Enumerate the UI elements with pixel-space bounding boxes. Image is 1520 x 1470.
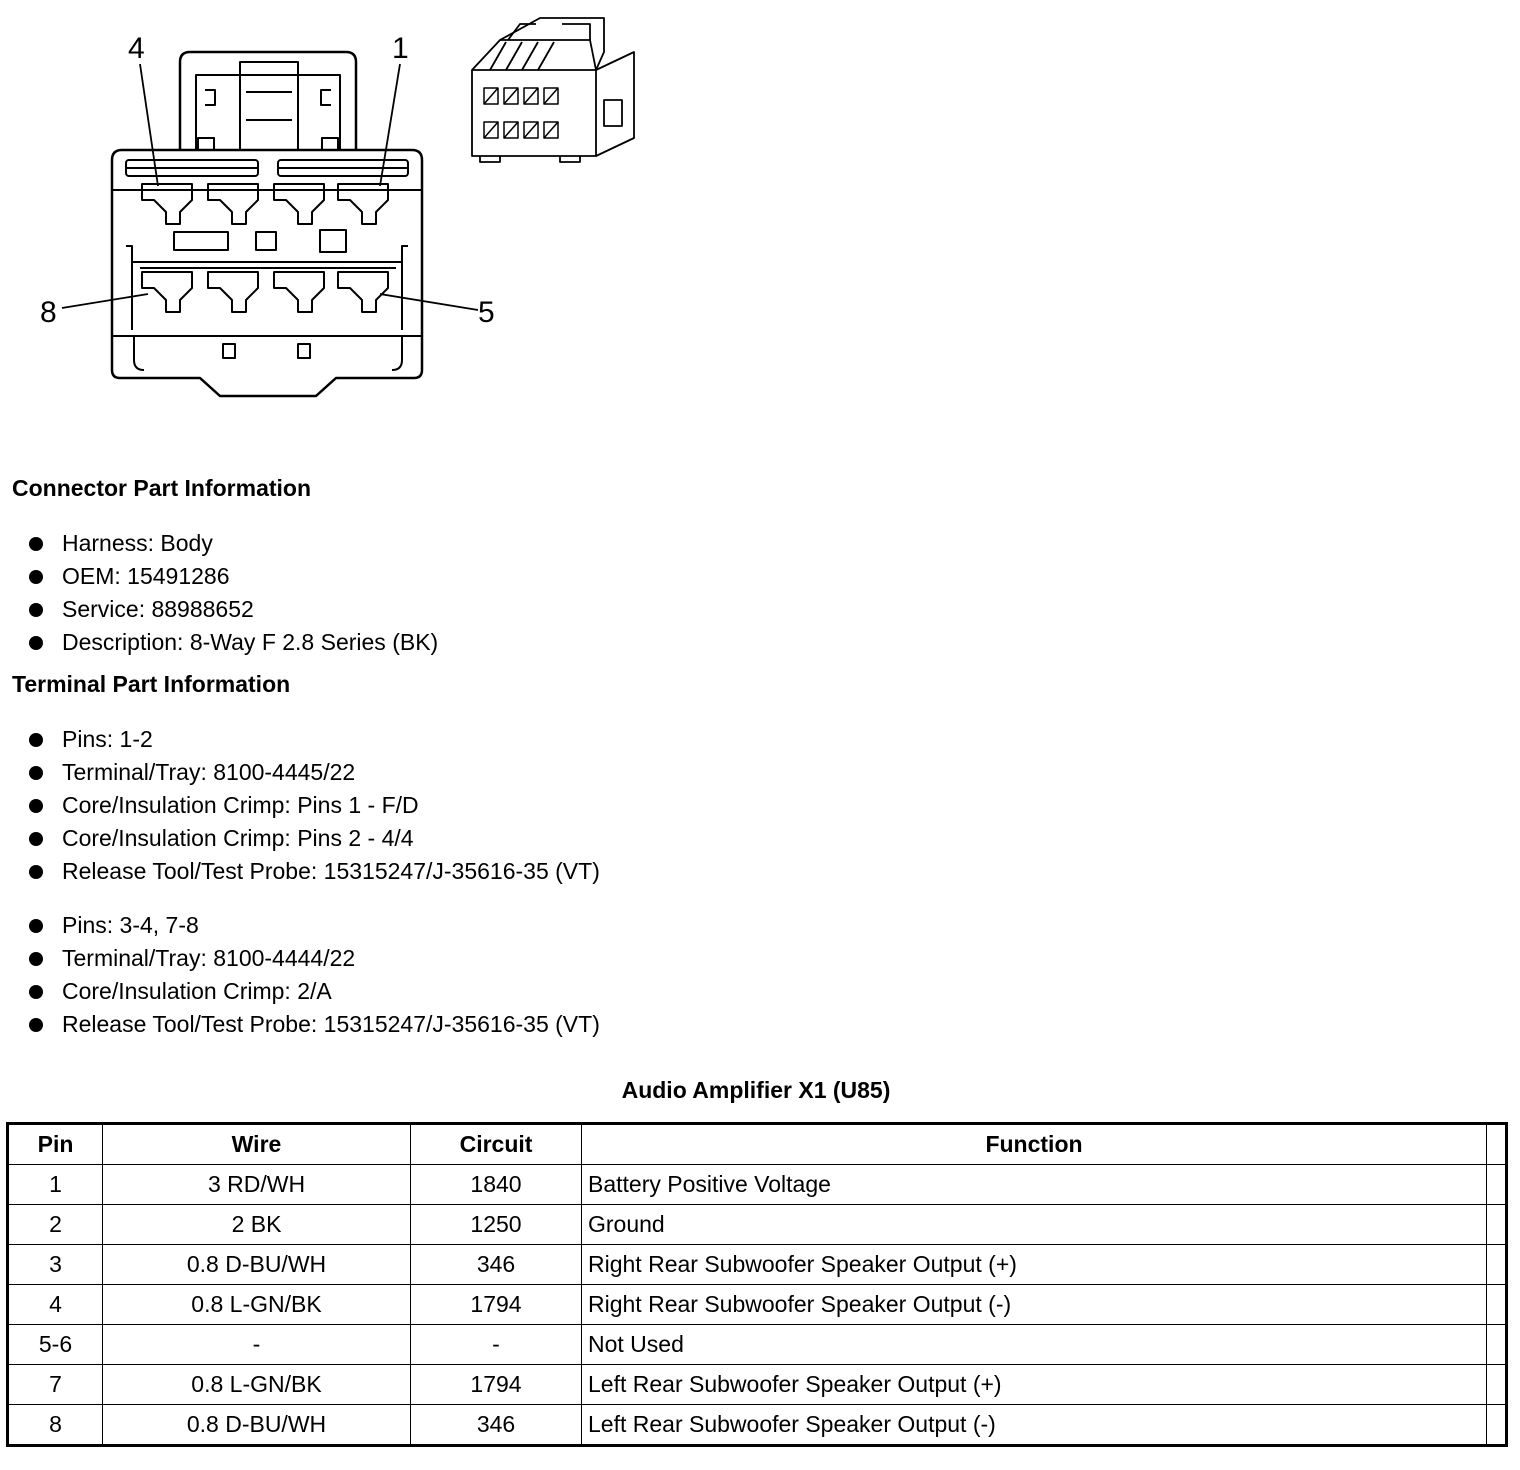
pin-label-5: 5 bbox=[478, 296, 495, 329]
cell-wire: 0.8 D-BU/WH bbox=[103, 1405, 411, 1446]
header-circuit: Circuit bbox=[411, 1124, 582, 1165]
bullet-icon bbox=[29, 537, 43, 551]
cell-spacer bbox=[1487, 1205, 1507, 1245]
list-item: Release Tool/Test Probe: 15315247/J-35616-35 (VT) bbox=[28, 855, 600, 888]
bullet-icon bbox=[29, 799, 43, 813]
cell-wire: 0.8 D-BU/WH bbox=[103, 1245, 411, 1285]
connector-info-list bbox=[28, 527, 438, 659]
list-item: Core/Insulation Crimp: Pins 2 - 4/4 bbox=[28, 822, 600, 855]
cell-function: Right Rear Subwoofer Speaker Output (-) bbox=[582, 1285, 1487, 1325]
cell-wire: - bbox=[103, 1325, 411, 1365]
bullet-icon bbox=[29, 865, 43, 879]
cell-circuit: 346 bbox=[411, 1245, 582, 1285]
pin-label-1: 1 bbox=[392, 32, 409, 65]
table-row bbox=[8, 1405, 1507, 1446]
bullet-icon bbox=[29, 570, 43, 584]
pin-table bbox=[6, 1122, 1508, 1447]
header-wire: Wire bbox=[103, 1124, 411, 1165]
cell-spacer bbox=[1487, 1405, 1507, 1446]
cell-circuit: - bbox=[411, 1325, 582, 1365]
list-item: Core/Insulation Crimp: 2/A bbox=[28, 975, 600, 1008]
terminal-info-group-1 bbox=[28, 723, 600, 888]
list-item: Core/Insulation Crimp: Pins 1 - F/D bbox=[28, 789, 600, 822]
cell-spacer bbox=[1487, 1165, 1507, 1205]
cell-pin: 4 bbox=[8, 1285, 103, 1325]
terminal-info-title: Terminal Part Information bbox=[12, 671, 291, 697]
pin-label-4: 4 bbox=[128, 32, 145, 65]
table-row bbox=[8, 1245, 1507, 1285]
header-function: Function bbox=[582, 1124, 1487, 1165]
cell-circuit: 1250 bbox=[411, 1205, 582, 1245]
list-item: Pins: 3-4, 7-8 bbox=[28, 909, 600, 942]
connector-face-diagram bbox=[0, 0, 680, 420]
cell-wire: 3 RD/WH bbox=[103, 1165, 411, 1205]
bullet-icon bbox=[29, 603, 43, 617]
cell-function: Left Rear Subwoofer Speaker Output (-) bbox=[582, 1405, 1487, 1446]
list-item: Pins: 1-2 bbox=[28, 723, 600, 756]
list-item: Terminal/Tray: 8100-4445/22 bbox=[28, 756, 600, 789]
cell-function: Not Used bbox=[582, 1325, 1487, 1365]
list-item: Harness: Body bbox=[28, 527, 438, 560]
cell-spacer bbox=[1487, 1365, 1507, 1405]
list-item: Description: 8-Way F 2.8 Series (BK) bbox=[28, 626, 438, 659]
cell-circuit: 1794 bbox=[411, 1365, 582, 1405]
bullet-icon bbox=[29, 766, 43, 780]
header-pin: Pin bbox=[8, 1124, 103, 1165]
cell-circuit: 1794 bbox=[411, 1285, 582, 1325]
cell-pin: 7 bbox=[8, 1365, 103, 1405]
list-item: OEM: 15491286 bbox=[28, 560, 438, 593]
header-spacer bbox=[1487, 1124, 1507, 1165]
list-item: Terminal/Tray: 8100-4444/22 bbox=[28, 942, 600, 975]
list-item: Release Tool/Test Probe: 15315247/J-35616-35 (VT) bbox=[28, 1008, 600, 1041]
cell-pin: 2 bbox=[8, 1205, 103, 1245]
table-title: Audio Amplifier X1 (U85) bbox=[621, 1077, 891, 1103]
cell-wire: 0.8 L-GN/BK bbox=[103, 1365, 411, 1405]
bullet-icon bbox=[29, 1018, 43, 1032]
bullet-icon bbox=[29, 985, 43, 999]
terminal-info-group-2 bbox=[28, 909, 600, 1041]
cell-pin: 5-6 bbox=[8, 1325, 103, 1365]
list-item: Service: 88988652 bbox=[28, 593, 438, 626]
cell-pin: 3 bbox=[8, 1245, 103, 1285]
cell-pin: 8 bbox=[8, 1405, 103, 1446]
cell-spacer bbox=[1487, 1325, 1507, 1365]
cell-circuit: 346 bbox=[411, 1405, 582, 1446]
table-header-row bbox=[8, 1124, 1507, 1165]
table-row bbox=[8, 1285, 1507, 1325]
cell-function: Left Rear Subwoofer Speaker Output (+) bbox=[582, 1365, 1487, 1405]
cell-wire: 0.8 L-GN/BK bbox=[103, 1285, 411, 1325]
connector-info-title: Connector Part Information bbox=[12, 475, 312, 501]
table-row bbox=[8, 1365, 1507, 1405]
cell-circuit: 1840 bbox=[411, 1165, 582, 1205]
cell-function: Right Rear Subwoofer Speaker Output (+) bbox=[582, 1245, 1487, 1285]
table-row bbox=[8, 1205, 1507, 1245]
connector-isometric-view bbox=[472, 18, 634, 162]
bullet-icon bbox=[29, 919, 43, 933]
bullet-icon bbox=[29, 733, 43, 747]
cell-spacer bbox=[1487, 1245, 1507, 1285]
cell-wire: 2 BK bbox=[103, 1205, 411, 1245]
cell-function: Ground bbox=[582, 1205, 1487, 1245]
cell-pin: 1 bbox=[8, 1165, 103, 1205]
bullet-icon bbox=[29, 636, 43, 650]
cell-function: Battery Positive Voltage bbox=[582, 1165, 1487, 1205]
pin-label-8: 8 bbox=[40, 296, 57, 329]
table-row bbox=[8, 1325, 1507, 1365]
bullet-icon bbox=[29, 952, 43, 966]
cell-spacer bbox=[1487, 1285, 1507, 1325]
bullet-icon bbox=[29, 832, 43, 846]
table-row bbox=[8, 1165, 1507, 1205]
